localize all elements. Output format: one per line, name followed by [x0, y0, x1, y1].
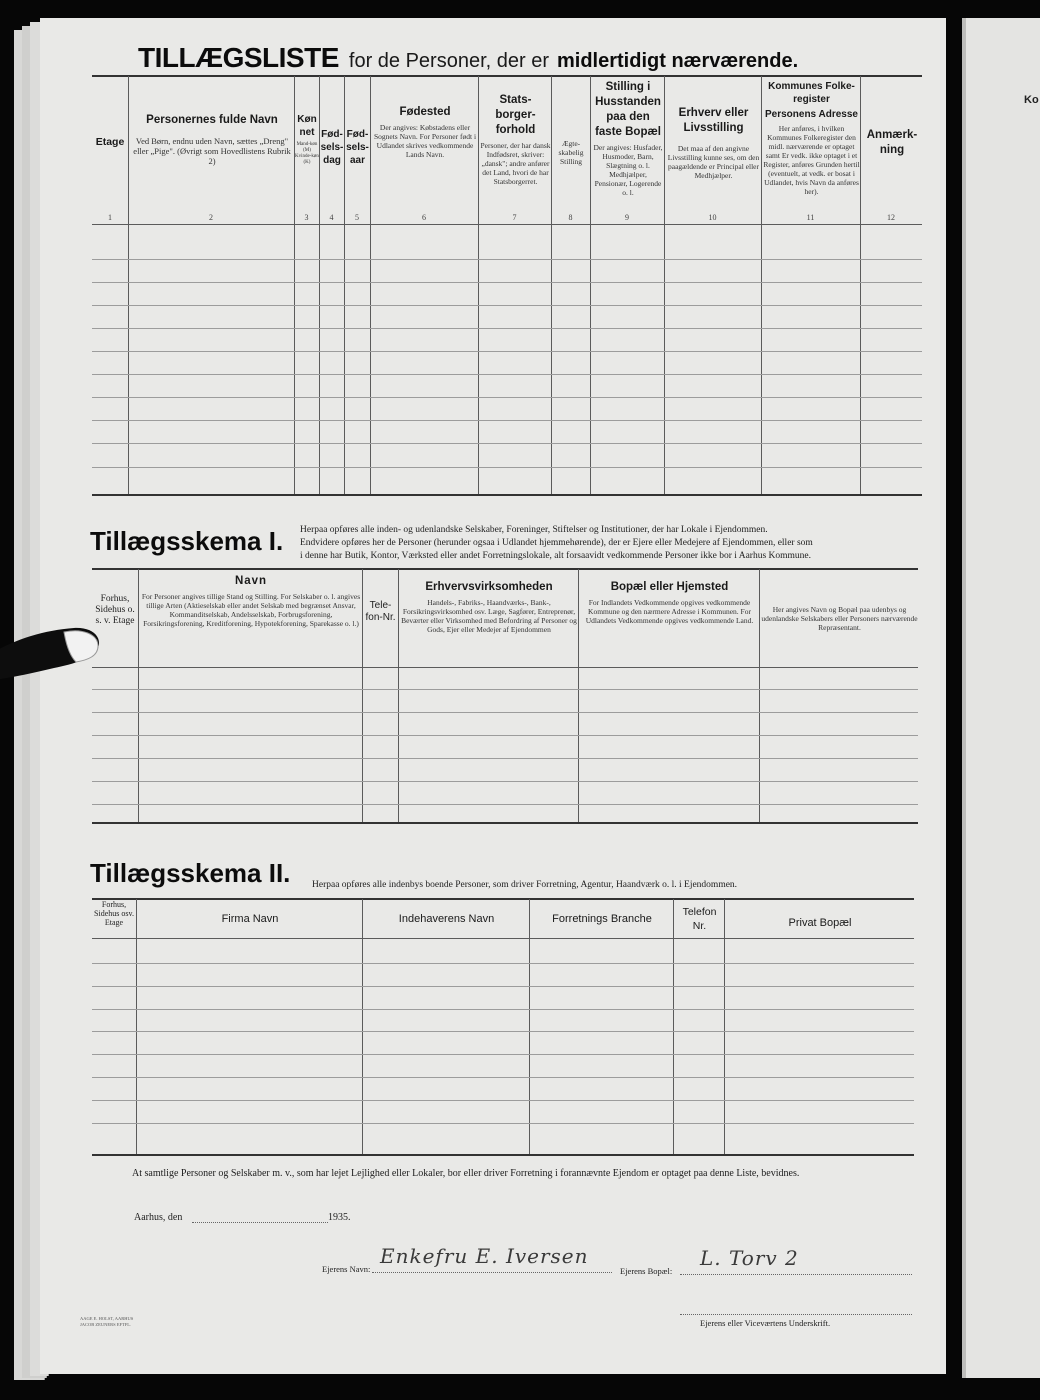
col-num: 4: [329, 213, 334, 222]
s2-col-telefon: Telefon Nr.: [682, 906, 717, 932]
signature-line: [680, 1314, 912, 1315]
col-etage: Etage: [95, 136, 125, 148]
schema1-header-rule: [92, 667, 918, 668]
col-statsborger: Stats-borger-forhold Personer, der har dansk Indfødsret, skriver: „dansk"; andre anfører det Land, hvori de har Statsborgerret.: [480, 94, 551, 186]
title-main: TILLÆGSLISTE: [138, 42, 339, 73]
s1-col-representant: Her angives Navn og Bopæl paa udenbys og udenlandske Selskabers eller Personers nærværende Repræsentant.: [761, 605, 918, 632]
right-page-text: Ko: [1024, 94, 1039, 106]
form-page: [40, 18, 946, 1374]
title-mid: for de Personer, der er: [348, 50, 549, 72]
col-num: 1: [108, 213, 112, 222]
col-adresse: Kommunes Folke-register Personens Adresse Her anføres, i hvilken Kommunes Folkeregister den midl. nærværende er optaget samt Er vedk. ikke optaget i et Register, anføres Grunden hertil (eventuelt, at vedk. er bosat i Udlandet, hvis Navn da anføres her).: [763, 81, 860, 196]
col-anmaerkning: Anmærk-ning: [866, 129, 918, 156]
schema2-intro: Herpaa opføres alle indenbys boende Personer, som driver Forretning, Agentur, Haandværk o. l. i Ejendommen.: [312, 880, 738, 890]
owner-address-label: Ejerens Bopæl:: [620, 1266, 673, 1276]
s1-col-bopael: Bopæl eller Hjemsted For Indlandets Vedkommende opgives vedkommende Kommune og den nærmere Adresse i Kommunen. For Udlandets Vedkommende opgives vedkommende Land.: [585, 581, 754, 625]
col-num: 9: [625, 213, 629, 222]
table1-bottom-rule: [92, 494, 922, 496]
s2-col-etage: Forhus, Sidehus osv. Etage: [94, 900, 134, 928]
s1-col-telefon: Tele-fon-Nr.: [365, 600, 396, 623]
col-num: 12: [887, 213, 895, 222]
col-erhverv: Erhverv eller Livsstilling Det maa af den angivne Livsstilling kunne ses, om den paagældende er Principal eller Medhjælper.: [667, 107, 760, 180]
col-num: 3: [304, 213, 309, 222]
printer-mark: AAGE E. HOLST, AARHUS JACOB ZEUNERS EFTFL.: [80, 1316, 134, 1327]
col-num: 10: [708, 213, 717, 222]
col-num: 6: [422, 213, 426, 222]
col-navn: Personernes fulde Navn Ved Børn, endnu uden Navn, sættes „Dreng" eller „Pige". (Øvrigt som Hovedlistens Rubrik 2): [133, 114, 291, 167]
schema1-intro-line: Endvidere opføres her de Personer (herunder ogsaa i Udlandet hjemmehørende), der er Ejere eller Medejere af Ejendommen, eller som: [300, 538, 813, 548]
s1-col-navn: Navn For Personer angives tillige Stand og Stilling. For Selskaber o. l. angives tillige Arten (Aktieselskab eller andet Selskab med begrænset Ansvar, Kommanditselskab, Andelsselskab, Forbrugsforening, Forsikringsforening, Kreditforening, Hypotekforening, Sparekasse o. l.): [141, 575, 361, 628]
s1-col-erhverv: Erhvervsvirksomheden Handels-, Fabriks-, Haandværks-, Bank-, Forsikringsvirksomhed osv. Læge, Sagfører, Entreprenør, Beværter eller Virksomhed med Befordring af Personer og Gods, Ejer eller Medejer af Ejendommen: [401, 581, 577, 634]
owner-name-handwriting: Enkefru E. Iversen: [380, 1244, 589, 1268]
schema1-intro-line: Herpaa opføres alle inden- og udenlandske Selskaber, Foreninger, Stiftelser og Institutioner, der har Lokale i Ejendommen.: [300, 525, 768, 535]
year-label: 1935.: [328, 1212, 351, 1223]
s2-col-bopael: Privat Bopæl: [788, 917, 852, 929]
owner-name-label: Ejerens Navn:: [322, 1264, 371, 1274]
schema2-top-rule: [92, 898, 914, 900]
table1-top-rule: [92, 75, 922, 77]
col-stilling: Stilling i Husstanden paa den faste Bopæl Der angives: Husfader, Husmoder, Barn, Slægtning o. l. Medhjælper, Pensionær, Logerende o. l.: [593, 81, 663, 197]
s2-col-firma: Firma Navn: [221, 913, 279, 925]
col-fodselsaar: Fød-sels-aar: [346, 129, 369, 166]
title-bold: midlertidigt nærværende.: [557, 50, 799, 72]
schema1-intro-line: i denne har Butik, Kontor, Værksted eller andet Forretningslokale, alt forsaavidt vedkommende Personer ikke bor i Aarhus Kommune.: [300, 551, 812, 561]
right-page-fragment: [962, 18, 1040, 1378]
schema1-title: Tillægsskema I.: [90, 526, 284, 556]
schema2-header-rule: [92, 938, 914, 939]
owner-address-line: [680, 1274, 912, 1275]
page-title: [138, 42, 938, 74]
s2-col-indehaver: Indehaverens Navn: [398, 913, 495, 925]
owner-address-handwriting: L. Torv 2: [700, 1246, 799, 1270]
col-num: 5: [355, 213, 359, 222]
s1-col-etage: Forhus, Sidehus o. s. v. Etage: [95, 594, 135, 626]
date-field: [192, 1222, 328, 1223]
schema1-bottom-rule: [92, 822, 918, 824]
s2-col-branche: Forretnings Branche: [552, 913, 652, 925]
schema1-intro: [300, 524, 940, 563]
col-konnet: Kønnet Mand-køn (M) Kvinde-køn (K): [295, 114, 319, 165]
col-fodested: Fødested Der angives: Købstadens eller Sognets Navn. For Personer født i Udlandet skrives vedkommende Lands Navn.: [373, 106, 477, 159]
col-num: 11: [806, 213, 815, 222]
col-num: 8: [568, 213, 573, 222]
col-num: 2: [209, 213, 213, 222]
owner-name-line: [372, 1272, 612, 1273]
col-aegteskab: Ægte-skabelig Stilling: [558, 139, 584, 166]
place-label: Aarhus, den: [134, 1212, 183, 1223]
signature-label: Ejerens eller Viceværtens Underskrift.: [700, 1318, 831, 1328]
schema2-bottom-rule: [92, 1154, 914, 1156]
certification-statement: At samtlige Personer og Selskaber m. v., som har lejet Lejlighed eller Lokaler, bor eller driver Forretning i forannævnte Ejendom er optaget paa denne Liste, bevidnes.: [132, 1168, 800, 1179]
table1-header-rule: [92, 224, 922, 225]
finger-icon: [0, 612, 104, 682]
col-fodselsdag: Fød-sels-dag: [320, 129, 344, 166]
col-num: 7: [512, 213, 517, 222]
schema1-top-rule: [92, 568, 918, 570]
schema2-title: Tillægsskema II.: [90, 858, 291, 888]
